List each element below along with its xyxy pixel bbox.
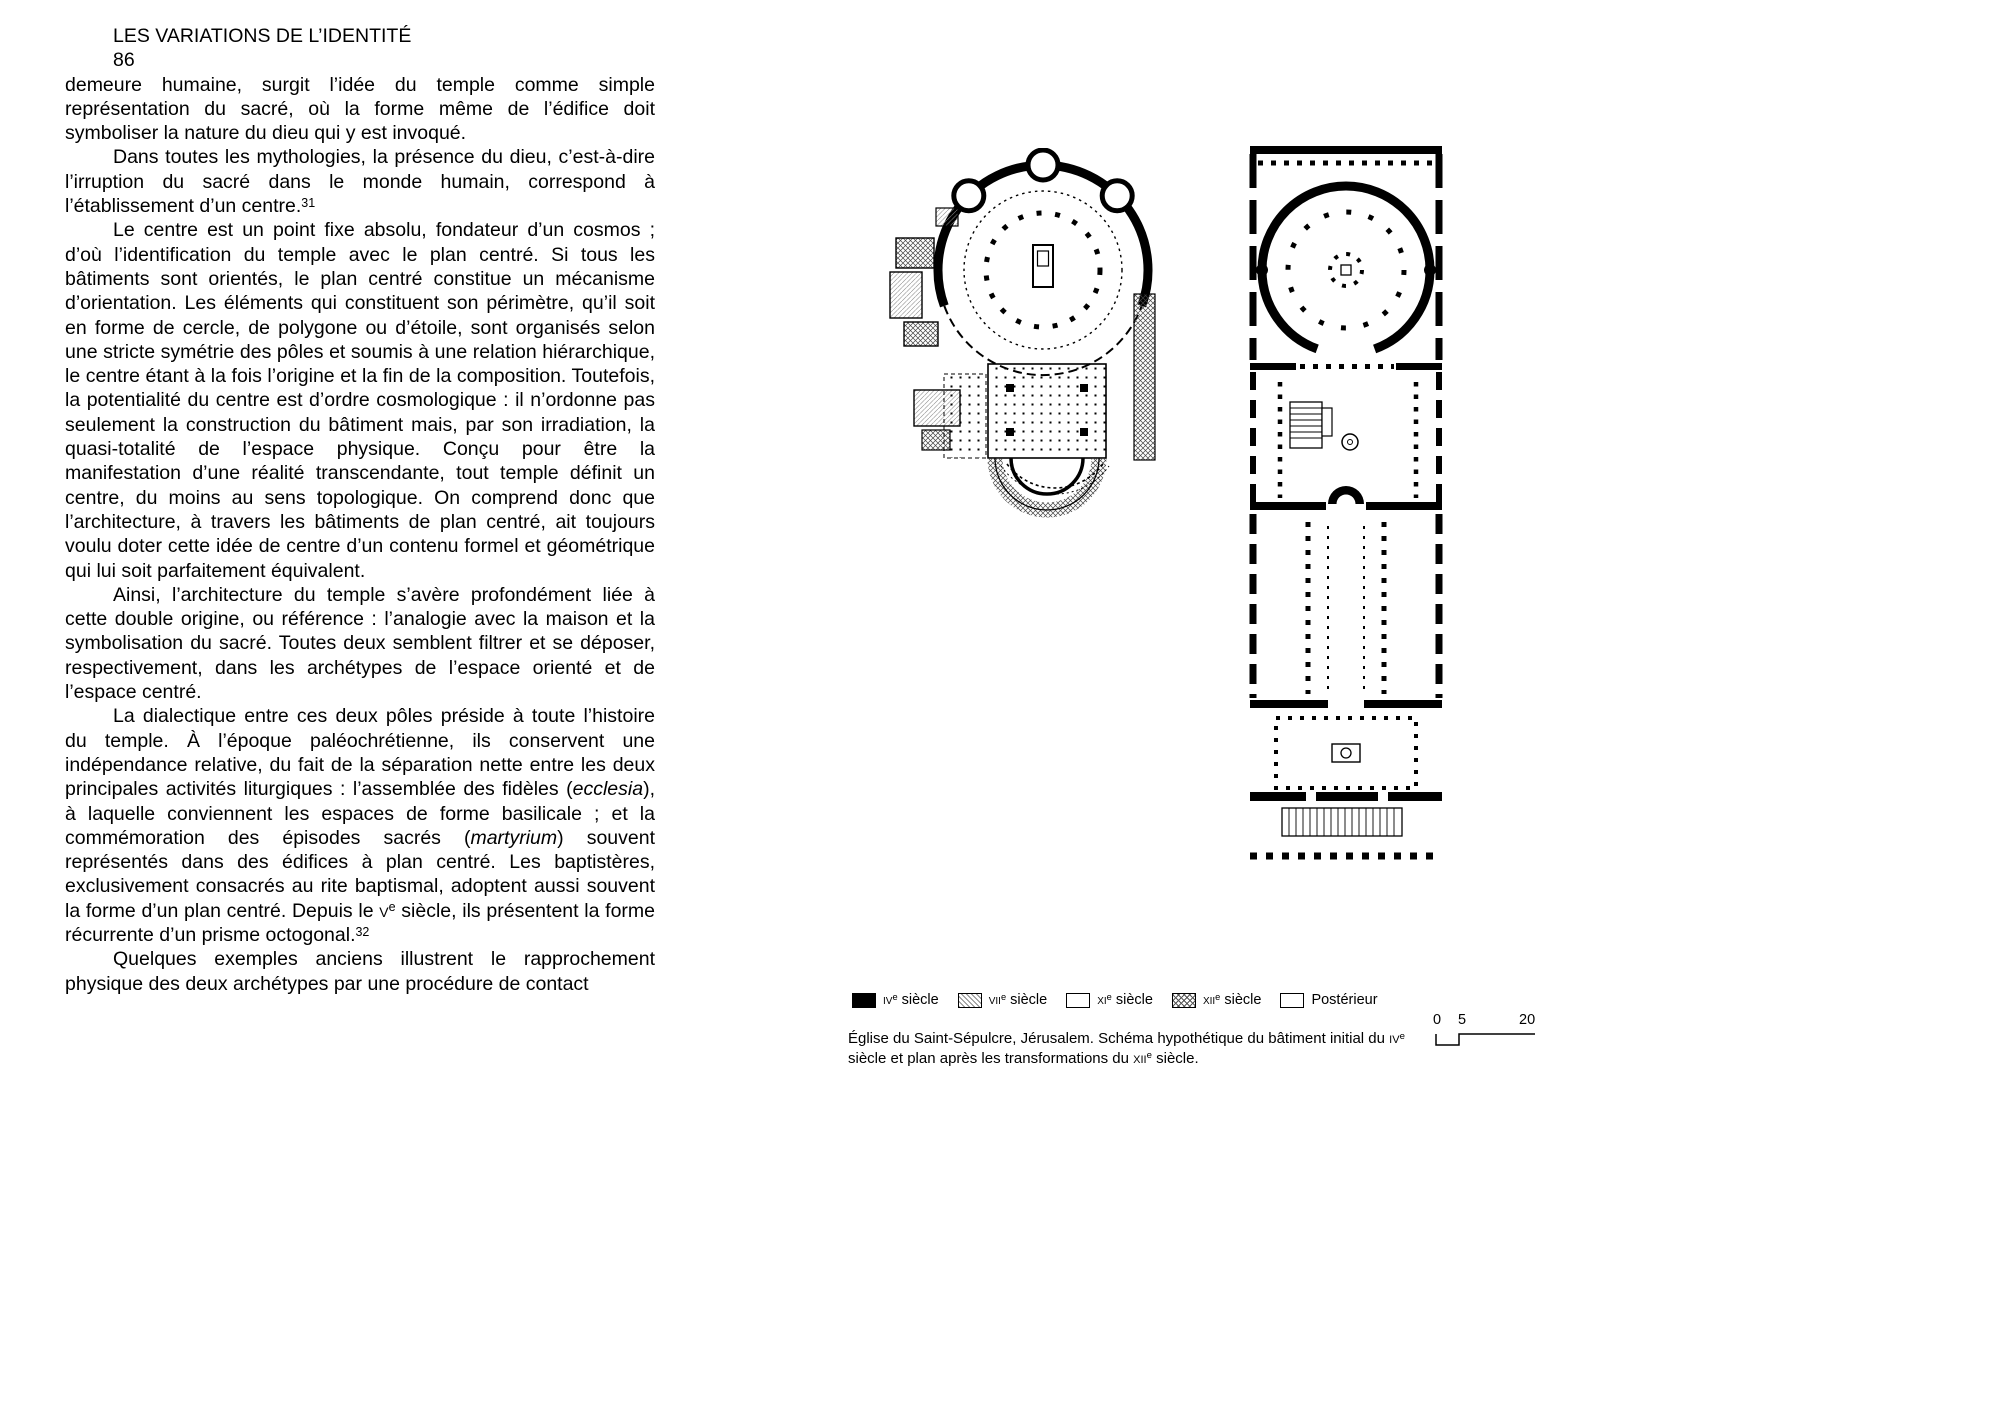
legend-label: Postérieur: [1311, 992, 1378, 1008]
page-number: 86: [113, 49, 135, 72]
choir-and-court: [944, 364, 1106, 458]
east-gallery: [1134, 294, 1155, 460]
figure-caption: Église du Saint-Sépulcre, Jérusalem. Schéma hypothétique du bâtiment initial du $iv^e$ siècle et plan après les transformations du xii$^e$ siècle.: [848, 1030, 1405, 1067]
legend-label: vii$^e$ siècle: [988, 992, 1048, 1008]
legend-item: [958, 992, 1048, 1008]
floor-plan-4th-century: [1240, 142, 1450, 872]
legend-swatch-hatch: [958, 993, 982, 1008]
legend-item: [1066, 992, 1153, 1008]
floor-plan-12th-century: [848, 148, 1208, 578]
paragraph: La dialectique entre ces deux pôles préside à toute l’histoire du temple. À l’époque paléochrétienne, ils conservent une indépendance relative, du fait de la séparation nette entre les deux principales activités liturgiques : l’assemblée des fidèles (ecclesia), à laquelle conviennent les espaces de forme basilicale ; et la commémoration des épisodes sacrés (martyrium) souvent représentés dans des édifices à plan centré. Les baptistères, exclusivement consacrés au rite baptismal, adoptent aussi souvent la forme d’un plan centré. Depuis le $v^e$ siècle, ils présentent la forme récurrente d’un prisme octogonal.$^{32}$: [65, 705, 656, 946]
anastasis-rotunda: [1256, 186, 1436, 354]
legend-label: $xi^e$ siècle: [1097, 992, 1153, 1008]
rotunda: [938, 150, 1148, 375]
scale-tick-20: 20: [1519, 1012, 1536, 1028]
paragraph: demeure humaine, surgit l’idée du temple comme simple représentation du sacré, où la forme même de l’édifice doit symboliser la nature du dieu qui y est invoqué.: [65, 73, 655, 145]
legend-item: [852, 992, 939, 1008]
legend-label: xii$^e$ siècle: [1202, 992, 1262, 1008]
scale-bar: [1433, 1012, 1545, 1052]
south-apse: [995, 458, 1109, 510]
body-text: [65, 73, 655, 996]
legend-item: [1172, 992, 1262, 1008]
legend-item: [1280, 992, 1377, 1008]
scale-bar-glyph: [1433, 1032, 1539, 1050]
paragraph: Le centre est un point fixe absolu, fondateur d’un cosmos ; d’où l’identification du temple avec le plan centré. Si tous les bâtiments sont orientés, le plan centré constitue un mécanisme d’orientation. Les éléments qui constituent son périmètre, qu’il soit en forme de cercle, de polygone ou d’étoile, sont organisés selon une stricte symétrie des pôles et soumis à une relation hiérarchique, le centre étant à la fois l’origine et la fin de la composition. Toutefois, la potentialité du centre est d’ordre cosmologique : il n’ordonne pas seulement la construction du bâtiment mais, par son irradiation, la quasi-totalité de l’espace physique. Conçu pour être la manifestation d’une réalité transcendante, tout temple définit un centre, du moins au sens topologique. On comprend donc que l’architecture, à travers les bâtiments de plan centré, ait toujours voulu doter cette idée de centre d’un contenu formel et géométrique qui lui soit parfaitement équivalent.: [65, 219, 655, 582]
figure-legend: [852, 992, 1378, 1008]
paragraph: Quelques exemples anciens illustrent le rapprochement physique des deux archétypes par une procédure de contact: [65, 948, 655, 995]
legend-swatch-solid: [852, 993, 876, 1008]
legend-swatch-crosshatch: [1172, 993, 1196, 1008]
paragraph: Ainsi, l’architecture du temple s’avère profondément liée à cette double origine, ou référence : l’analogie avec la maison et la symbolisation du sacré. Toutes deux semblent filtrer et se déposer, respectivement, dans les archétypes de l’espace orienté et de l’espace centré.: [65, 583, 655, 704]
scale-tick-0: 0: [1433, 1012, 1442, 1028]
legend-label: $iv^e$ siècle: [883, 992, 939, 1008]
paragraph: Dans toutes les mythologies, la présence du dieu, c’est-à-dire l’irruption du sacré dans le monde humain, correspond à l’établissement d’un centre.$^{31}$: [65, 146, 655, 218]
entrance-steps: [1250, 808, 1442, 856]
running-head: LES VARIATIONS DE L’IDENTITÉ: [113, 25, 412, 47]
basilica-nave: [1250, 514, 1442, 708]
legend-swatch-empty: [1066, 993, 1090, 1008]
atrium: [1250, 718, 1442, 801]
scale-tick-5: 5: [1458, 1012, 1467, 1028]
text-column: [65, 24, 655, 996]
inner-court: [1250, 363, 1442, 502]
legend-swatch-empty: [1280, 993, 1304, 1008]
